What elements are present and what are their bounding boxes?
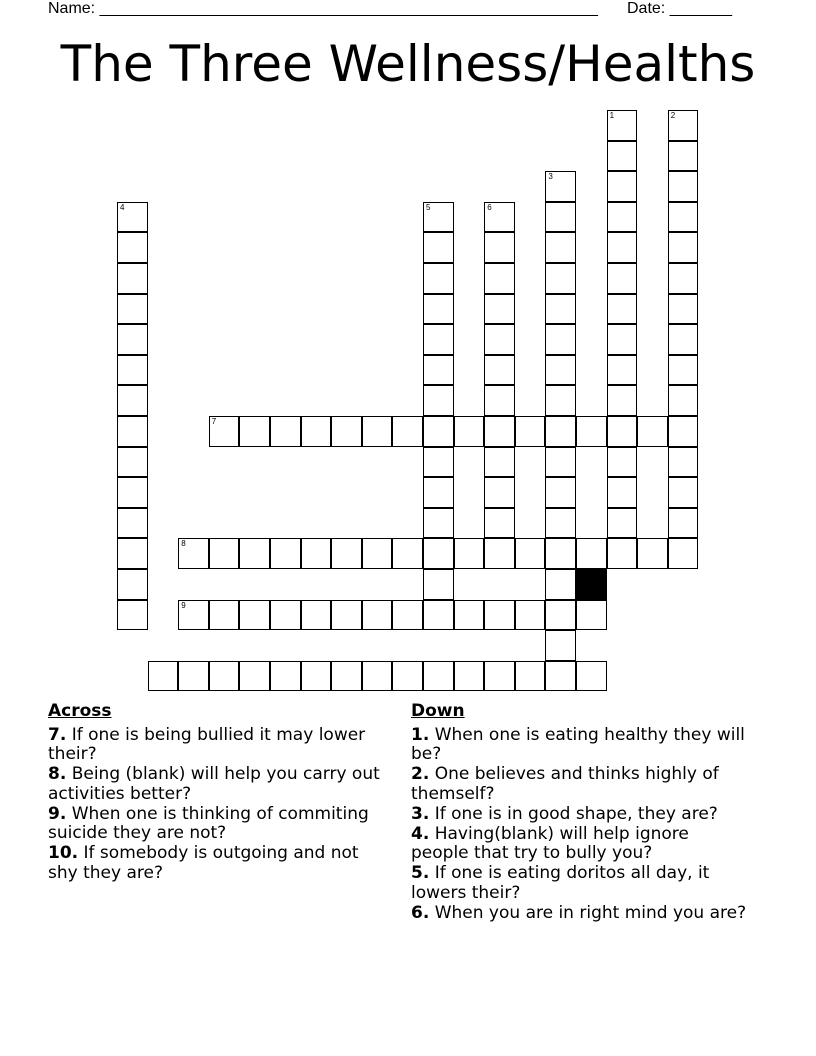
grid-cell[interactable] [117,324,148,355]
clue-text: When one is eating healthy they will be? [411,724,745,764]
down-clue-6 [411,904,751,924]
grid-cell[interactable] [576,416,607,447]
date-line: Date: _______ [627,0,732,17]
grid-cell[interactable] [239,600,270,631]
grid-cell[interactable] [545,630,576,661]
grid-cell[interactable] [668,110,699,141]
grid-cell[interactable] [484,355,515,386]
grid-cell[interactable] [331,538,362,569]
grid-cell[interactable] [270,538,301,569]
grid-cell[interactable] [607,447,638,478]
clue-number: 2. [411,764,430,784]
page-title: The Three Wellness/Healths [60,35,756,93]
clue-text: If one is being bullied it may lower their? [48,724,366,764]
grid-cell[interactable] [362,600,393,631]
grid-cell[interactable] [117,263,148,294]
grid-cell[interactable] [515,416,546,447]
grid-cell[interactable] [637,538,668,569]
grid-cell[interactable] [545,294,576,325]
grid-cell[interactable] [239,661,270,692]
grid-cell[interactable] [454,538,485,569]
grid-cell[interactable] [148,661,179,692]
grid-cell[interactable] [515,661,546,692]
down-clue-5 [411,864,751,903]
grid-cell[interactable] [270,661,301,692]
grid-cell[interactable] [423,202,454,233]
grid-cell[interactable] [484,324,515,355]
clue-number-label: 1 [609,111,615,120]
across-clue-8 [48,765,393,804]
grid-cell[interactable] [545,416,576,447]
grid-cell[interactable] [117,416,148,447]
grid-cell[interactable] [607,294,638,325]
grid-cell[interactable] [117,538,148,569]
grid-cell[interactable] [515,600,546,631]
grid-cell[interactable] [484,538,515,569]
across-clue-9 [48,805,393,844]
grid-cell[interactable] [545,661,576,692]
grid-cell[interactable] [423,385,454,416]
grid-cell[interactable] [117,232,148,263]
clue-text: When you are in right mind you are? [434,902,747,923]
grid-cell[interactable] [178,661,209,692]
clue-text: Being (blank) will help you carry out activities better? [48,764,380,804]
grid-cell[interactable] [423,232,454,263]
grid-cell[interactable] [576,661,607,692]
across-clue-7 [48,726,393,765]
grid-cell[interactable] [545,232,576,263]
grid-cell[interactable] [668,171,699,202]
grid-cell[interactable] [668,294,699,325]
clue-number-label: 5 [426,202,431,212]
grid-cell[interactable] [484,263,515,294]
grid-cell[interactable] [484,294,515,325]
grid-cell[interactable] [117,477,148,508]
grid-cell[interactable] [668,141,699,172]
grid-cell[interactable] [239,416,270,447]
down-heading: Down [411,701,465,721]
grid-cell[interactable] [576,538,607,569]
grid-cell[interactable] [423,508,454,539]
across-clues [48,702,393,884]
grid-cell[interactable] [331,661,362,692]
grid-cell[interactable] [637,416,668,447]
grid-cell[interactable] [362,538,393,569]
grid-cell[interactable] [270,600,301,631]
grid-cell[interactable] [545,477,576,508]
grid-cell[interactable] [484,600,515,631]
grid-cell[interactable] [607,232,638,263]
grid-cell[interactable] [607,477,638,508]
grid-cell[interactable] [545,202,576,233]
grid-cell[interactable] [209,416,240,447]
grid-cell[interactable] [545,447,576,478]
clue-number-label: 3 [548,172,553,182]
grid-cell[interactable] [362,661,393,692]
grid-cell[interactable] [423,324,454,355]
clue-text: If one is in good shape, they are? [434,803,718,824]
grid-cell[interactable] [423,355,454,386]
grid-cell[interactable] [301,538,332,569]
clue-number: 7. [48,724,67,745]
grid-cell[interactable] [515,538,546,569]
grid-cell[interactable] [209,600,240,631]
down-clues [411,702,751,924]
grid-cell[interactable] [545,324,576,355]
grid-cell[interactable] [576,600,607,631]
grid-cell[interactable] [545,171,576,202]
grid-cell[interactable] [117,600,148,631]
clue-number-label: 8 [181,539,186,549]
grid-cell[interactable] [301,416,332,447]
name-line: Name: ________________________________________________________ [48,0,598,17]
clue-number: 1. [411,724,430,745]
grid-cell[interactable] [668,263,699,294]
grid-cell[interactable] [545,538,576,569]
grid-cell[interactable] [607,171,638,202]
black-cell [576,569,607,600]
clue-number: 4. [411,823,430,844]
grid-cell[interactable] [423,661,454,692]
grid-cell[interactable] [668,385,699,416]
clue-number: 9. [48,803,67,824]
grid-cell[interactable] [484,661,515,692]
grid-cell[interactable] [454,661,485,692]
grid-cell[interactable] [607,141,638,172]
grid-cell[interactable] [668,508,699,539]
grid-cell[interactable] [392,661,423,692]
grid-cell[interactable] [239,538,270,569]
grid-cell[interactable] [423,447,454,478]
clue-number-label: 6 [487,202,492,212]
grid-cell[interactable] [117,202,148,233]
clue-number: 8. [48,764,67,784]
grid-cell[interactable] [607,110,638,141]
clue-number-label: 7 [211,417,217,426]
grid-cell[interactable] [545,569,576,600]
clue-text: If somebody is outgoing and not shy they are? [48,843,359,883]
grid-cell[interactable] [484,477,515,508]
grid-cell[interactable] [545,385,576,416]
grid-cell[interactable] [423,538,454,569]
clue-text: When one is thinking of commiting suicide they are not? [48,803,369,843]
grid-cell[interactable] [668,477,699,508]
grid-cell[interactable] [484,202,515,233]
clue-number: 10. [48,843,79,863]
clue-number: 6. [411,902,430,923]
grid-cell[interactable] [668,416,699,447]
grid-cell[interactable] [607,508,638,539]
grid-cell[interactable] [209,661,240,692]
grid-cell[interactable] [178,600,209,631]
grid-cell[interactable] [301,661,332,692]
grid-cell[interactable] [362,416,393,447]
grid-cell[interactable] [668,232,699,263]
grid-cell[interactable] [117,508,148,539]
grid-cell[interactable] [423,600,454,631]
grid-cell[interactable] [392,416,423,447]
grid-cell[interactable] [545,355,576,386]
grid-cell[interactable] [117,447,148,478]
grid-cell[interactable] [545,600,576,631]
across-clue-10 [48,844,393,883]
clue-number-label: 9 [181,600,186,610]
grid-cell[interactable] [545,508,576,539]
clue-number-label: 4 [120,202,125,212]
grid-cell[interactable] [607,538,638,569]
clue-number: 5. [411,863,430,883]
grid-cell[interactable] [668,355,699,386]
clue-text: Having(blank) will help ignore people that try to bully you? [411,823,689,863]
across-heading: Across [48,701,112,721]
grid-cell[interactable] [484,416,515,447]
down-clue-2 [411,765,751,804]
grid-cell[interactable] [607,416,638,447]
grid-cell[interactable] [454,600,485,631]
grid-cell[interactable] [301,600,332,631]
grid-cell[interactable] [668,324,699,355]
grid-cell[interactable] [607,202,638,233]
clue-list [48,726,393,884]
grid-cell[interactable] [209,538,240,569]
grid-cell[interactable] [423,416,454,447]
grid-cell[interactable] [331,416,362,447]
grid-cell[interactable] [117,385,148,416]
grid-cell[interactable] [454,416,485,447]
grid-cell[interactable] [484,232,515,263]
grid-cell[interactable] [117,569,148,600]
grid-cell[interactable] [423,569,454,600]
grid-cell[interactable] [392,538,423,569]
grid-cell[interactable] [392,600,423,631]
clue-list [411,726,751,924]
clue-number-label: 2 [670,111,676,120]
grid-cell[interactable] [545,263,576,294]
grid-cell[interactable] [423,263,454,294]
grid-cell[interactable] [668,202,699,233]
clue-number: 3. [411,803,430,824]
grid-cell[interactable] [484,508,515,539]
down-clue-3 [411,805,751,825]
down-clue-1 [411,726,751,765]
grid-cell[interactable] [178,538,209,569]
grid-cell[interactable] [117,355,148,386]
grid-cell[interactable] [270,416,301,447]
grid-cell[interactable] [607,385,638,416]
clue-text: One believes and thinks highly of themself? [411,764,719,804]
grid-cell[interactable] [117,294,148,325]
grid-cell[interactable] [484,447,515,478]
grid-cell[interactable] [484,385,515,416]
down-clue-4 [411,825,751,864]
grid-cell[interactable] [607,324,638,355]
clue-text: If one is eating doritos all day, it lowers their? [411,863,710,903]
grid-cell[interactable] [607,263,638,294]
grid-cell[interactable] [423,294,454,325]
grid-cell[interactable] [668,447,699,478]
grid-cell[interactable] [668,538,699,569]
grid-cell[interactable] [423,477,454,508]
grid-cell[interactable] [607,355,638,386]
grid-cell[interactable] [331,600,362,631]
